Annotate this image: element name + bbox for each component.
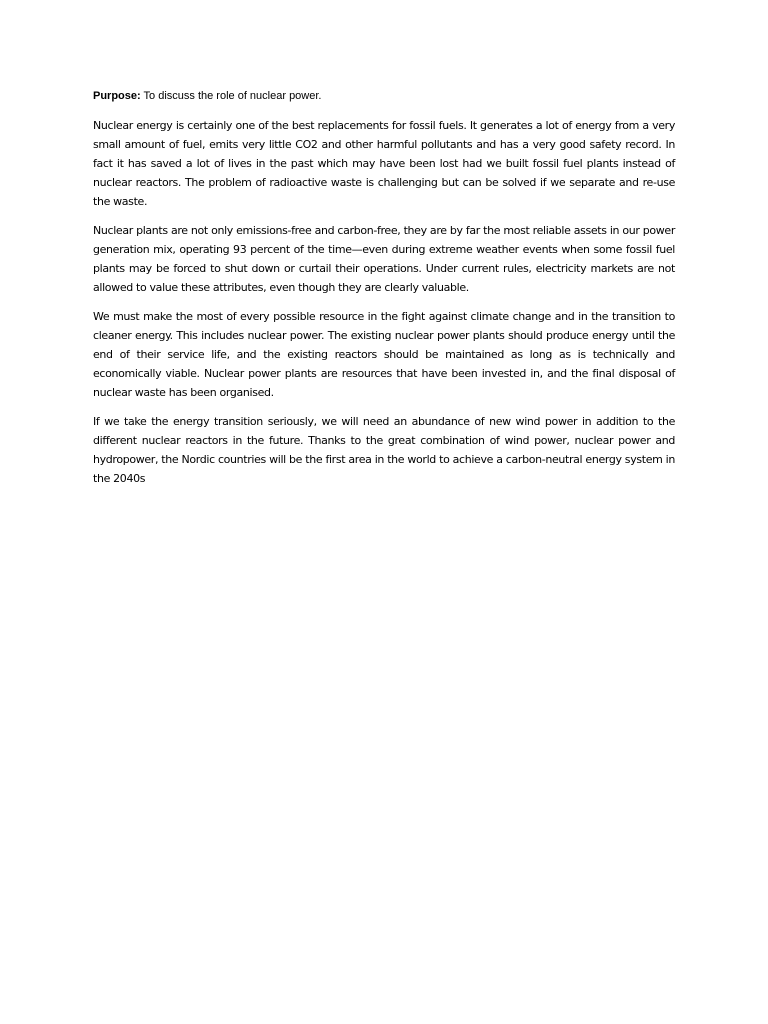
purpose-label: Purpose: [93, 90, 141, 102]
paragraph-1: Nuclear energy is certainly one of the best replacements for fossil fuels. It generates a lot of energy from a very small amount of fuel, emits very little CO2 and other harmful pollutants and has a very good safety record. In fact it has saved a lot of lives in the past which may have been lost had we built fossil fuel plants instead of nuclear reactors. The problem of radioactive waste is challenging but can be solved if we separate and re-use the waste. [93, 119, 675, 208]
paragraph-4: If we take the energy transition seriously, we will need an abundance of new wind power in addition to the different nuclear reactors in the future. Thanks to the great combination of wind power, nuclear power and hydropower, the Nordic countries will be the first area in the world to achieve a carbon-neutral energy system in the 2040s [93, 415, 675, 485]
document-body [93, 88, 675, 498]
paragraph-2: Nuclear plants are not only emissions-free and carbon-free, they are by far the most reliable assets in our power generation mix, operating 93 percent of the time—even during extreme weather events when some fossil fuel plants may be forced to shut down or curtail their operations. Under current rules, electricity markets are not allowed to value these attributes, even though they are clearly valuable. [93, 224, 675, 294]
purpose-line [93, 88, 675, 104]
purpose-text: To discuss the role of nuclear power. [143, 90, 322, 102]
paragraph-3: We must make the most of every possible resource in the fight against climate change and in the transition to cleaner energy. This includes nuclear power. The existing nuclear power plants should produce energy until the end of their service life, and the existing reactors should be maintained as long as is technically and economically viable. Nuclear power plants are resources that have been invested in, and the final disposal of nuclear waste has been organised. [93, 310, 675, 399]
